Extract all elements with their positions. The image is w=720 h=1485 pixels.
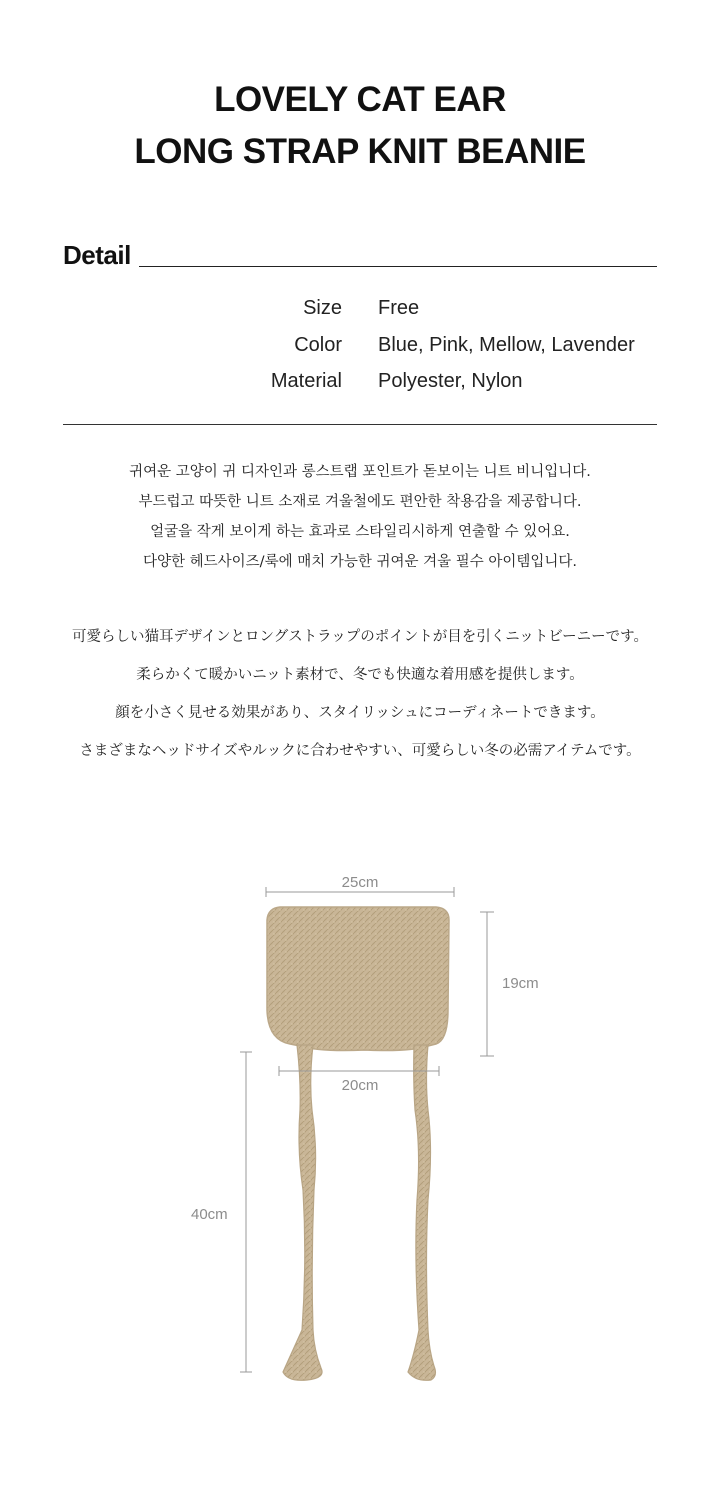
spec-label: Size	[303, 297, 342, 319]
spec-value: Blue, Pink, Mellow, Lavender	[378, 334, 635, 356]
left-strap-image	[283, 1045, 322, 1380]
dimension-label-height-body: 19cm	[502, 975, 539, 992]
product-title-line-2: LONG STRAP KNIT BEANIE	[134, 132, 586, 171]
spec-label: Material	[270, 370, 342, 392]
description-ko-line: 부드럽고 따뜻한 니트 소재로 겨울철에도 편안한 착용감을 제공합니다.	[138, 494, 582, 510]
detail-heading: Detail	[63, 240, 131, 270]
product-title	[0, 74, 720, 178]
spec-row-material	[0, 370, 720, 398]
dimension-strap-length	[191, 1052, 252, 1372]
description-ko-line: 다양한 헤드사이즈/룩에 매치 가능한 귀여운 겨울 필수 아이템입니다.	[143, 554, 577, 570]
dimension-label-width-bottom: 20cm	[341, 1077, 379, 1094]
dimension-width-top	[266, 874, 454, 897]
dimension-label-strap-length: 40cm	[191, 1206, 228, 1223]
spec-value: Free	[378, 297, 420, 319]
description-ko-line: 귀여운 고양이 귀 디자인과 롱스트랩 포인트가 돋보이는 니트 비니입니다.	[129, 464, 591, 480]
detail-divider	[139, 266, 657, 267]
description-ja-line: さまざまなヘッドサイズやルックに合わせやすい、可愛らしい冬の必需アイテムです。	[79, 743, 641, 759]
dimension-height-body	[480, 912, 539, 1056]
beanie-body-image	[267, 907, 449, 1051]
spec-row-size	[0, 297, 720, 325]
size-diagram	[0, 850, 720, 1410]
dimension-label-width-top: 25cm	[341, 874, 379, 891]
description-ja-line: 可愛らしい猫耳デザインとロングストラップのポイントが目を引くニットビーニーです。	[72, 629, 648, 645]
spec-label: Color	[294, 334, 342, 356]
spec-row-color	[0, 334, 720, 362]
spec-bottom-divider	[63, 424, 657, 425]
description-ja-line: 柔らかくて暖かいニット素材で、冬でも快適な着用感を提供します。	[136, 667, 584, 683]
product-title-line-1: LOVELY CAT EAR	[214, 80, 506, 119]
spec-value: Polyester, Nylon	[378, 370, 523, 392]
description-ko-line: 얼굴을 작게 보이게 하는 효과로 스타일리시하게 연출할 수 있어요.	[150, 524, 570, 540]
right-strap-image	[408, 1045, 435, 1380]
description-ja-line: 顔を小さく見せる効果があり、スタイリッシュにコーディネートできます。	[115, 705, 605, 721]
